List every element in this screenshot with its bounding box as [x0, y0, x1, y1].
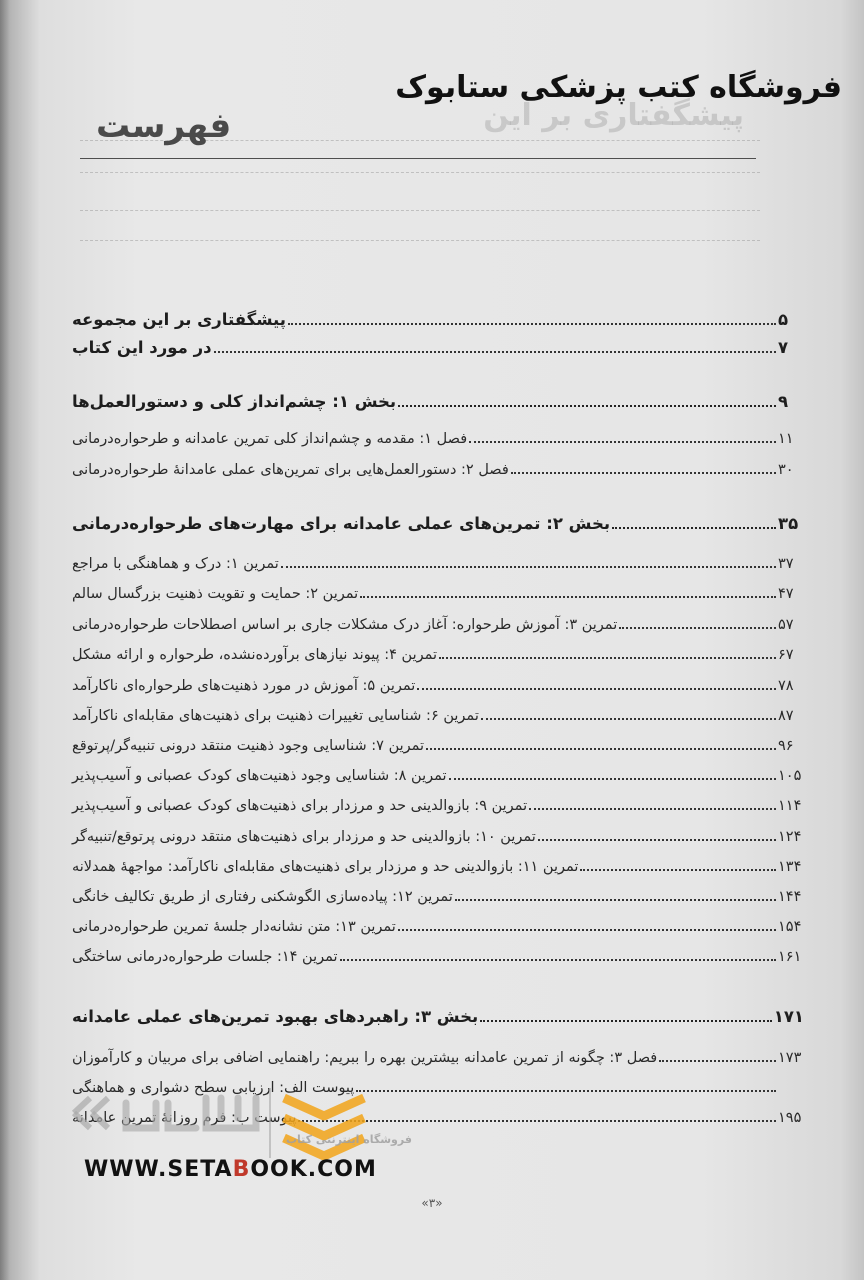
- toc-entry-page: ۱۲۴: [778, 829, 802, 845]
- toc-entry[interactable]: [72, 738, 804, 754]
- toc-dot-leader: [288, 323, 776, 325]
- toc-entry-title: تمرین ۱۱: بازوالدینی حد و مرزدار برای ذهنیت‌های مقابله‌ای ناکارآمد: مواجههٔ همدلانه: [72, 859, 579, 875]
- toc-entry-title: فصل ۲: دستورالعمل‌هایی برای تمرین‌های عملی عامدانهٔ طرحواره‌درمانی: [72, 462, 509, 478]
- toc-entry-title: فصل ۳: چگونه از تمرین عامدانه بیشترین بهره را ببریم: راهنمایی اضافی برای مربیان و کارآموزان: [72, 1050, 658, 1066]
- toc-dot-leader: [469, 441, 776, 443]
- toc-entry-title: پیوست ب: فرم روزانهٔ تمرین عامدانه: [72, 1110, 297, 1126]
- toc-entry-page: ۹۶: [778, 738, 794, 754]
- toc-entry[interactable]: [72, 617, 804, 633]
- toc-entry-page: ۱۶۱: [778, 949, 802, 965]
- toc-entry[interactable]: [72, 889, 804, 905]
- toc-dot-leader: [511, 472, 776, 474]
- toc-entry-title: تمرین ۸: شناسایی وجود ذهنیت‌های کودک عصبانی و آسیب‌پذیر: [72, 768, 447, 784]
- toc-entry[interactable]: [72, 462, 804, 478]
- toc-entry-title: تمرین ۱۳: متن نشانه‌دار جلسهٔ تمرین طرحواره‌درمانی: [72, 919, 396, 935]
- page-number: «۳»: [421, 1196, 443, 1210]
- website-prefix: WWW.SETA: [84, 1157, 233, 1182]
- toc-entry[interactable]: [72, 919, 804, 935]
- toc-entry-title: بخش ۲: تمرین‌های عملی عامدانه برای مهارت‌های طرحواره‌درمانی: [72, 514, 611, 533]
- toc-entry[interactable]: [72, 514, 804, 533]
- toc-entry-page: ۱۰۵: [778, 768, 802, 784]
- store-title: فروشگاه کتب پزشکی ستابوک: [395, 70, 842, 105]
- toc-dot-leader: [426, 748, 776, 750]
- toc-entry-page: ۱۴۴: [778, 889, 802, 905]
- ghost-line: [80, 210, 760, 211]
- toc-entry-page: ۱۵۴: [778, 919, 802, 935]
- toc-dot-leader: [356, 1090, 776, 1092]
- website-suffix: OOK.COM: [250, 1157, 377, 1182]
- toc-entry[interactable]: [72, 678, 804, 694]
- toc-entry[interactable]: [72, 1007, 804, 1026]
- website-accent: B: [232, 1157, 251, 1182]
- toc-dot-leader: [619, 627, 776, 629]
- toc-entry-page: ۶۷: [778, 647, 794, 663]
- toc-entry[interactable]: [72, 859, 804, 875]
- toc-entry-title: تمرین ۱۴: جلسات طرحواره‌درمانی ساختگی: [72, 949, 338, 965]
- toc-entry[interactable]: [72, 586, 804, 602]
- toc-dot-leader: [455, 899, 776, 901]
- toc-entry[interactable]: [72, 431, 804, 447]
- toc-entry-title: تمرین ۵: آموزش در مورد ذهنیت‌های طرحواره‌ای ناکارآمد: [72, 678, 416, 694]
- toc-entry-page: ۱۱۴: [778, 798, 802, 814]
- toc-entry-title: بخش ۳: راهبردهای بهبود تمرین‌های عملی عامدانه: [72, 1007, 479, 1026]
- toc-entry-page: ۷: [778, 338, 789, 357]
- toc-entry-page: ۳۷: [778, 556, 794, 572]
- toc-entry[interactable]: [72, 338, 804, 357]
- toc-dot-leader: [360, 596, 776, 598]
- toc-dot-leader: [480, 1020, 772, 1022]
- toc-entry-page: ۱۷۱: [773, 1007, 804, 1026]
- toc-entry[interactable]: [72, 829, 804, 845]
- toc-entry-page: ۵: [778, 310, 789, 329]
- chevron-icon: [74, 1098, 108, 1128]
- toc-entry[interactable]: [72, 798, 804, 814]
- toc-entry[interactable]: [72, 556, 804, 572]
- toc-entry-page: ۱۳۴: [778, 859, 802, 875]
- toc-entry-title: تمرین ۶: شناسایی تغییرات ذهنیت برای ذهنیت‌های مقابله‌ای ناکارآمد: [72, 708, 479, 724]
- toc-entry[interactable]: [72, 949, 804, 965]
- toc-entry-title: تمرین ۳: آموزش طرحواره: آغاز درک مشکلات جاری بر اساس اصطلاحات طرحواره‌درمانی: [72, 617, 618, 633]
- website-url[interactable]: [84, 1157, 377, 1182]
- toc-entry-title: فصل ۱: مقدمه و چشم‌انداز کلی تمرین عامدانه و طرحواره‌درمانی: [72, 431, 468, 447]
- toc-entry-title: تمرین ۱۰: بازوالدینی حد و مرزدار برای ذهنیت‌های منتقد درونی پرتوقع/تنبیه‌گر: [72, 829, 536, 845]
- toc-entry-page: ۹: [778, 392, 789, 411]
- toc-entry-title: تمرین ۹: بازوالدینی حد و مرزدار برای ذهنیت‌های کودک عصبانی و آسیب‌پذیر: [72, 798, 528, 814]
- heading-rule: [80, 158, 756, 159]
- toc-entry-title: تمرین ۲: حمایت و تقویت ذهنیت بزرگسال سالم: [72, 586, 359, 602]
- toc-entry-page: ۸۷: [778, 708, 794, 724]
- toc-entry-title: تمرین ۷: شناسایی وجود ذهنیت منتقد درونی تنبیه‌گر/پرتوقع: [72, 738, 425, 754]
- toc-dot-leader: [214, 351, 776, 353]
- toc-entry-page: ۷۸: [778, 678, 794, 694]
- toc-dot-leader: [281, 566, 776, 568]
- toc-entry-page: ۱۷۳: [778, 1050, 802, 1066]
- toc-entry-title: تمرین ۱: درک و هماهنگی با مراجع: [72, 556, 279, 572]
- toc-entry-page: ۳۰: [778, 462, 794, 478]
- ghost-bleed-text: پیشگفتاری بر این: [483, 98, 744, 133]
- toc-entry-title: پیشگفتاری بر این مجموعه: [72, 310, 286, 329]
- toc-dot-leader: [398, 929, 776, 931]
- toc-dot-leader: [481, 718, 776, 720]
- toc-entry-title: پیوست الف: ارزیابی سطح دشواری و هماهنگی: [72, 1080, 355, 1096]
- toc-entry[interactable]: [72, 647, 804, 663]
- toc-dot-leader: [659, 1060, 776, 1062]
- toc-entry[interactable]: [72, 708, 804, 724]
- toc-entry-page: ۵۷: [778, 617, 794, 633]
- ghost-line: [80, 172, 760, 173]
- toc-dot-leader: [538, 839, 776, 841]
- logo-subtitle: فروشگاه اینترنتی کتاب: [286, 1133, 412, 1146]
- toc-dot-leader: [398, 405, 776, 407]
- toc-dot-leader: [449, 778, 776, 780]
- toc-entry-page: ۳۵: [778, 514, 799, 533]
- toc-dot-leader: [580, 869, 776, 871]
- book-stack-icon: [284, 1098, 364, 1156]
- ghost-line: [80, 240, 760, 241]
- page-heading: فهرست: [96, 106, 232, 146]
- toc-entry-page: ۴۷: [778, 586, 794, 602]
- toc-entry[interactable]: [72, 310, 804, 329]
- setabook-logo: [56, 1058, 376, 1168]
- toc-dot-leader: [340, 959, 776, 961]
- toc-entry-title: بخش ۱: چشم‌انداز کلی و دستورالعمل‌ها: [72, 392, 397, 411]
- toc-dot-leader: [417, 688, 776, 690]
- toc-entry-page: ۱۱: [778, 431, 794, 447]
- logo-wordmark-icon: [126, 1098, 256, 1128]
- toc-entry-title: تمرین ۱۲: پیاده‌سازی الگوشکنی رفتاری از طریق تکالیف خانگی: [72, 889, 453, 905]
- toc-dot-leader: [529, 808, 776, 810]
- toc-dot-leader: [612, 527, 776, 529]
- toc-entry-title: تمرین ۴: پیوند نیازهای برآورده‌نشده، طرحواره و ارائه مشکل: [72, 647, 438, 663]
- toc-entry-page: ۱۹۵: [778, 1110, 802, 1126]
- toc-entry[interactable]: [72, 392, 804, 411]
- toc-dot-leader: [439, 657, 776, 659]
- toc-entry[interactable]: [72, 768, 804, 784]
- toc-entry-title: در مورد این کتاب: [72, 338, 212, 357]
